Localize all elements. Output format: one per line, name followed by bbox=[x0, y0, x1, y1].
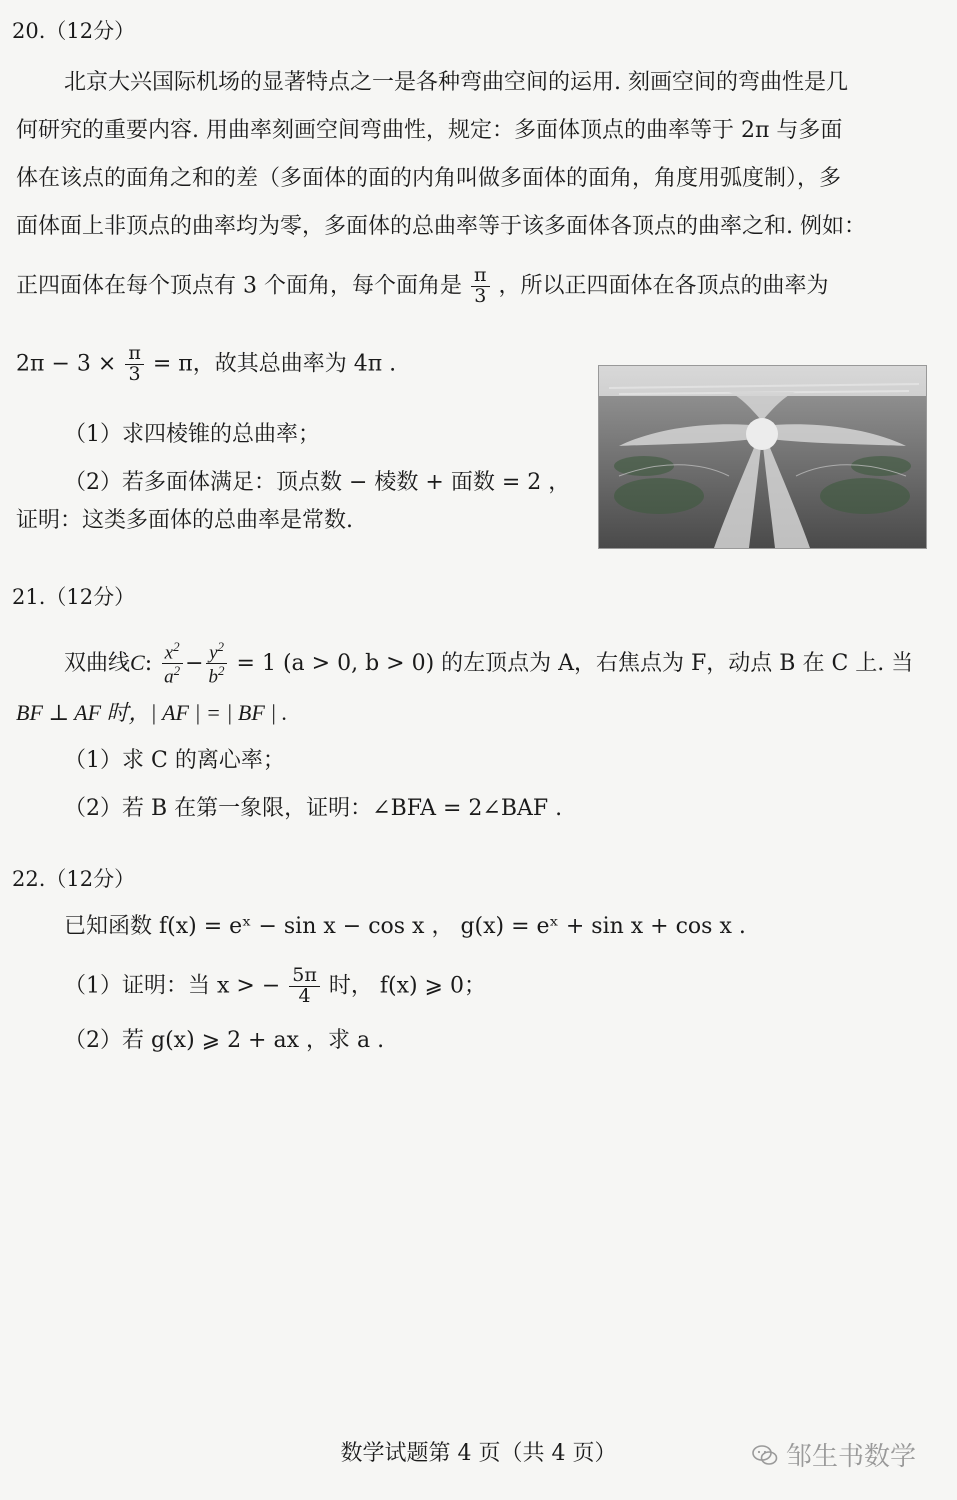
q20-line6-text-b: = π，故其总曲率为 4π . bbox=[152, 351, 397, 377]
q20-line5-text-b: ，所以正四面体在各顶点的曲率为 bbox=[498, 273, 829, 299]
q20-line2: 何研究的重要内容. 用曲率刻画空间弯曲性，规定：多面体顶点的曲率等于 2π 与多面 bbox=[16, 118, 843, 143]
fraction-denominator: 3 bbox=[128, 362, 141, 385]
pi-over-3-fraction bbox=[471, 266, 490, 307]
page-footer: 数学试题第 4 页（共 4 页） bbox=[340, 1441, 617, 1466]
q21-header: 21.（12分） bbox=[12, 585, 136, 609]
wechat-icon bbox=[752, 1444, 778, 1466]
fraction-denominator: 3 bbox=[474, 284, 487, 307]
airport-aerial-photo bbox=[598, 365, 927, 549]
q20-part1: （1）求四棱锥的总曲率； bbox=[64, 422, 320, 447]
q22-part1 bbox=[64, 966, 486, 1007]
fraction-numerator: $x^2$ bbox=[162, 640, 183, 664]
fraction-numerator: $y^2$ bbox=[206, 640, 227, 664]
q20-line6 bbox=[16, 344, 396, 385]
watermark-text: 邹生书数学 bbox=[786, 1442, 917, 1472]
q22-part2: （2）若 g(x) ⩾ 2 + ax ，求 a . bbox=[64, 1028, 385, 1053]
q20-header: 20.（12分） bbox=[12, 19, 136, 43]
var-x: x bbox=[164, 642, 174, 664]
q22-header: 22.（12分） bbox=[12, 867, 136, 891]
x2-over-a2-fraction bbox=[161, 640, 183, 688]
q20-line5 bbox=[16, 266, 829, 307]
q20-part2: （2）若多面体满足：顶点数 − 棱数 + 面数 = 2 ， bbox=[64, 470, 571, 495]
q21-part1: （1）求 C 的离心率； bbox=[64, 748, 285, 773]
q22-part1-text-b: 时， f(x) ⩾ 0； bbox=[328, 973, 486, 999]
q20-part2-cont: 证明：这类多面体的总曲率是常数. bbox=[16, 508, 353, 533]
q20-line5-text-a: 正四面体在每个顶点有 3 个面角，每个面角是 bbox=[16, 273, 462, 299]
q21-condition: = 1 (a > 0, b > 0) bbox=[236, 650, 435, 676]
fraction-denominator: 4 bbox=[298, 984, 311, 1007]
fraction-numerator: π bbox=[471, 266, 490, 287]
var-b: b bbox=[208, 666, 219, 688]
q22-part1-text-a: （1）证明：当 x > − bbox=[64, 973, 281, 999]
fraction-numerator: 5π bbox=[289, 966, 320, 987]
q21-line1-text-a: 双曲线 bbox=[64, 650, 131, 676]
q22-line1: 已知函数 f(x) = eˣ − sin x − cos x ， g(x) = eˣ + sin x + cos x . bbox=[64, 914, 746, 939]
q21-line1: 双曲线C: $\frac{x^2}{a^2}$ − $\frac{y^2}{b^2}$ = 1 (a > 0, b > 0) 的左顶点为 A，右焦点为 F，动点 B 在 C 上. 当 bbox=[64, 639, 914, 688]
curve-name: C bbox=[130, 649, 145, 675]
airport-photo-drawing bbox=[599, 366, 926, 548]
y2-over-b2-fraction bbox=[206, 640, 228, 688]
q21-line1-text-b: 的左顶点为 A，右焦点为 F，动点 B 在 C 上. 当 bbox=[441, 650, 914, 676]
q21-line2: BF ⊥ AF 时，| AF | = | BF | . bbox=[16, 700, 288, 725]
q20-line4: 面体面上非顶点的曲率均为零，多面体的总曲率等于该多面体各顶点的曲率之和. 例如： bbox=[16, 214, 866, 239]
var-y: y bbox=[209, 642, 218, 664]
q21-part2: （2）若 B 在第一象限，证明：∠BFA = 2∠BAF . bbox=[64, 796, 563, 821]
watermark bbox=[752, 1436, 916, 1473]
q20-line3: 体在该点的面角之和的差（多面体的面的内角叫做多面体的面角，角度用弧度制），多 bbox=[16, 166, 842, 191]
pi-over-3-fraction bbox=[125, 344, 144, 385]
fraction-denominator: $b^2$ bbox=[208, 663, 225, 688]
fraction-denominator: $a^2$ bbox=[164, 663, 181, 688]
5pi-over-4-fraction bbox=[289, 966, 320, 1007]
q20-line6-text-a: 2π − 3 × bbox=[16, 351, 117, 377]
var-a: a bbox=[164, 666, 174, 688]
fraction-numerator: π bbox=[125, 344, 144, 365]
q20-line1: 北京大兴国际机场的显著特点之一是各种弯曲空间的运用. 刻画空间的弯曲性是几 bbox=[64, 70, 848, 95]
